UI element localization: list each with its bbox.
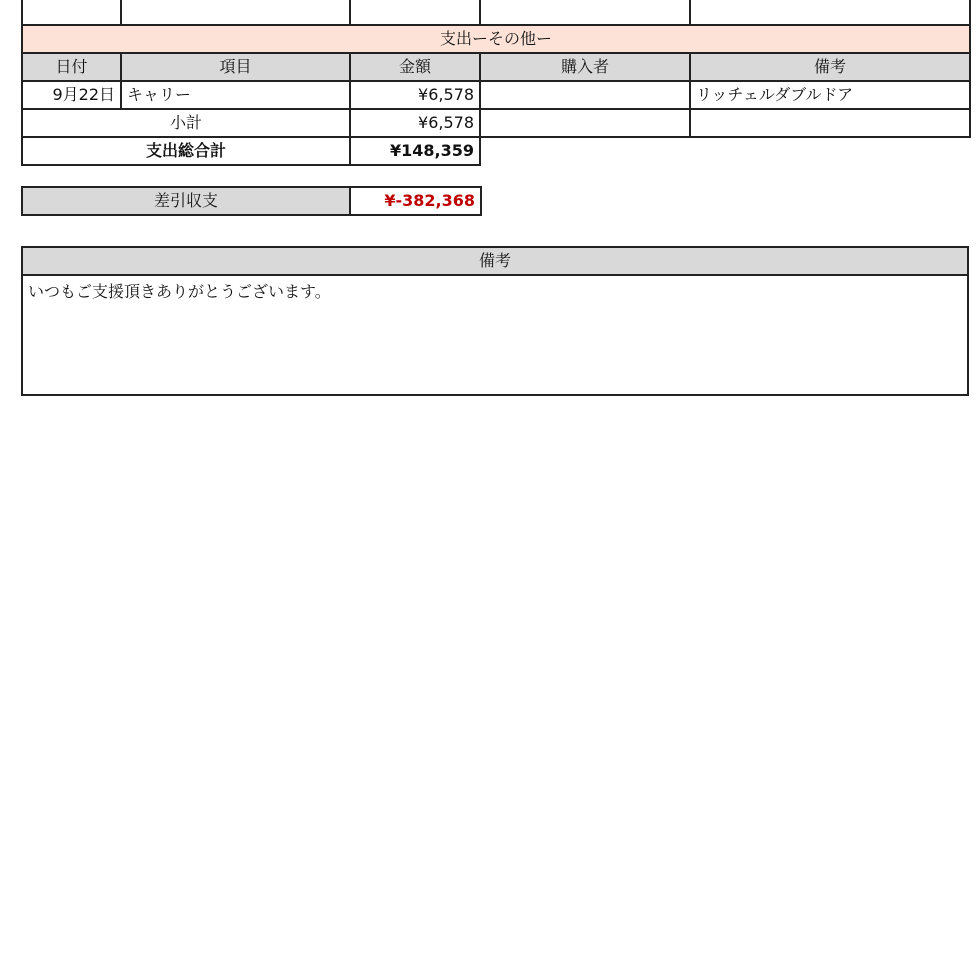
- cut-cell: [350, 0, 480, 25]
- total-row: [22, 137, 970, 165]
- section-title-row: [22, 25, 970, 53]
- subtotal-amount[interactable]: ¥6,578: [350, 109, 480, 137]
- notes-text[interactable]: いつもご支援頂きありがとうございます。: [22, 275, 968, 395]
- cut-cell: [690, 0, 970, 25]
- balance-label: 差引収支: [22, 187, 350, 215]
- expense-table: [21, 0, 971, 166]
- cut-cell: [22, 0, 121, 25]
- total-amount[interactable]: ¥148,359: [350, 137, 480, 165]
- section-title: 支出ーその他ー: [22, 25, 970, 53]
- column-header-amount: 金額: [350, 53, 480, 81]
- balance-table: [21, 186, 482, 216]
- cell-buyer[interactable]: [480, 81, 690, 109]
- subtotal-row: [22, 109, 970, 137]
- notes-header-row: [22, 247, 968, 275]
- balance-amount[interactable]: ¥-382,368: [350, 187, 481, 215]
- cut-cell: [121, 0, 350, 25]
- empty-cell: [480, 137, 690, 165]
- column-header-date: 日付: [22, 53, 121, 81]
- balance-row: [22, 187, 481, 215]
- subtotal-label: 小計: [22, 109, 350, 137]
- notes-header: 備考: [22, 247, 968, 275]
- column-header-item: 項目: [121, 53, 350, 81]
- subtotal-note-cell[interactable]: [690, 109, 970, 137]
- column-header-buyer: 購入者: [480, 53, 690, 81]
- cell-amount[interactable]: ¥6,578: [350, 81, 480, 109]
- cut-cell: [480, 0, 690, 25]
- notes-body-row: [22, 275, 968, 395]
- column-header-note: 備考: [690, 53, 970, 81]
- cell-item[interactable]: キャリー: [121, 81, 350, 109]
- subtotal-buyer-cell[interactable]: [480, 109, 690, 137]
- table-row: [22, 81, 970, 109]
- cell-date[interactable]: 9月22日: [22, 81, 121, 109]
- empty-cell: [690, 137, 970, 165]
- previous-section-bottom-row: [22, 0, 970, 25]
- total-label: 支出総合計: [22, 137, 350, 165]
- column-header-row: [22, 53, 970, 81]
- cell-note[interactable]: リッチェルダブルドア: [690, 81, 970, 109]
- notes-table: [21, 246, 969, 396]
